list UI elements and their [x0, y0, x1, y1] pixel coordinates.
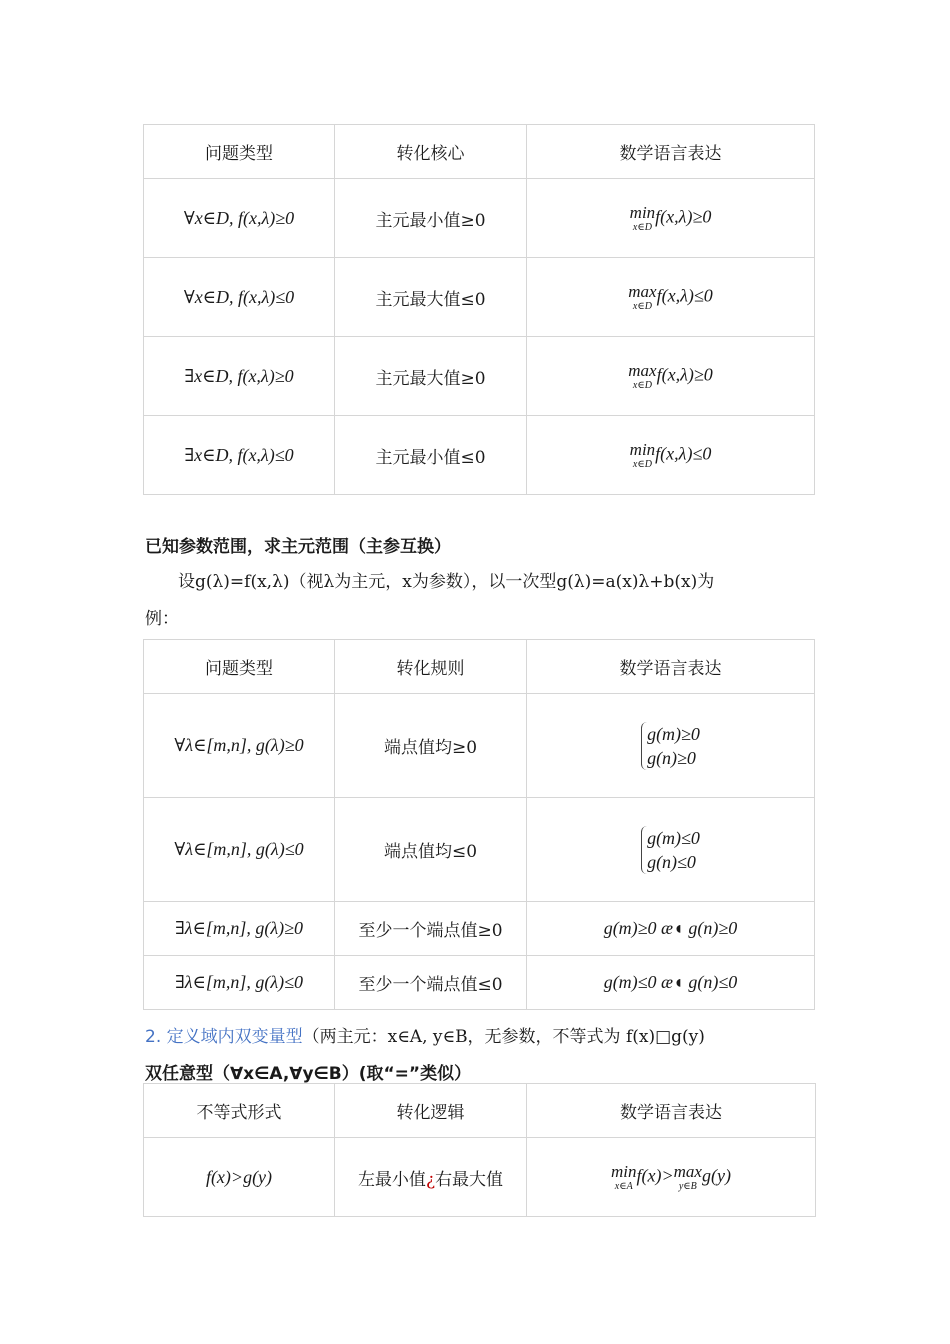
header-cell: 数学语言表达	[527, 640, 815, 694]
subheading-double-forall: 双任意型（∀x∈A,∀y∈B）(取“=”类似）	[145, 1064, 472, 1084]
expression-cell: g(m)≤0 æ◖ g(n)≤0	[527, 956, 815, 1010]
max-operator: max x∈D	[628, 360, 657, 391]
table-2	[143, 639, 815, 1010]
min-operator: min x∈A	[611, 1161, 637, 1192]
table-row	[144, 258, 815, 337]
rule-cell: 至少一个端点值≥0	[335, 902, 527, 956]
table-1	[143, 124, 815, 495]
expression-cell: g(m)≥0 æ◖ g(n)≥0	[527, 902, 815, 956]
table-row	[144, 179, 815, 258]
core-cell: 主元最大值≤0	[335, 258, 527, 337]
table-row	[144, 1138, 816, 1217]
core-cell: 主元最大值≥0	[335, 337, 527, 416]
rule-cell: 至少一个端点值≤0	[335, 956, 527, 1010]
header-cell: 转化规则	[335, 640, 527, 694]
expression-cell	[527, 179, 815, 258]
header-cell: 数学语言表达	[527, 125, 815, 179]
table-row	[144, 337, 815, 416]
section-heading-description: （两主元：x∈A, y∈B，无参数，不等式为 f(x)□g(y)	[302, 1027, 705, 1047]
expression-cell	[527, 258, 815, 337]
core-cell: 主元最小值≥0	[335, 179, 527, 258]
problem-type-cell: ∃x∈D, f(x,λ)≤0	[144, 416, 335, 495]
problem-type-cell: ∀λ∈[m,n], g(λ)≤0	[144, 798, 335, 902]
max-operator: max y∈B	[673, 1161, 702, 1192]
inequality-form-cell: f(x)>g(y)	[144, 1138, 335, 1217]
header-cell: 转化逻辑	[335, 1084, 527, 1138]
max-operator: max x∈D	[628, 281, 657, 312]
logic-left: 左最小值	[357, 1169, 426, 1190]
system-line: g(m)≤0	[647, 827, 700, 848]
expression-middle: f(x)>	[636, 1165, 674, 1186]
header-cell: 问题类型	[144, 125, 335, 179]
header-cell: 数学语言表达	[527, 1084, 816, 1138]
section-heading-main-param-swap: 已知参数范围，求主元范围（主参互换）	[145, 537, 451, 557]
problem-type-cell: ∀x∈D, f(x,λ)≥0	[144, 179, 335, 258]
logic-connector-mark: ¿	[425, 1169, 436, 1190]
table-header-row	[144, 1084, 816, 1138]
system-line: g(m)≥0	[647, 723, 700, 744]
problem-type-cell: ∀x∈D, f(x,λ)≤0	[144, 258, 335, 337]
header-cell: 转化核心	[335, 125, 527, 179]
table-row	[144, 902, 815, 956]
table-row	[144, 798, 815, 902]
system-brace	[641, 826, 700, 874]
section-number-title: 2. 定义域内双变量型	[145, 1027, 303, 1047]
rule-cell: 端点值均≥0	[335, 694, 527, 798]
system-brace	[641, 722, 700, 770]
table-3	[143, 1083, 816, 1217]
problem-type-cell: ∃λ∈[m,n], g(λ)≥0	[144, 902, 335, 956]
section-heading-two-variable	[145, 1022, 705, 1047]
expression-rest: f(x,λ)≤0	[655, 443, 712, 464]
table-row	[144, 694, 815, 798]
table-header-row	[144, 125, 815, 179]
expression-cell	[527, 694, 815, 798]
table-row	[144, 416, 815, 495]
expression-cell	[527, 798, 815, 902]
expression-cell	[527, 1138, 816, 1217]
expression-cell	[527, 337, 815, 416]
expression-rest: f(x,λ)≤0	[656, 285, 713, 306]
intro-paragraph-line-1: 设g(λ)=f(x,λ)（视λ为主元，x为参数），以一次型g(λ)=a(x)λ+b(x)为	[178, 572, 715, 592]
problem-type-cell: ∃λ∈[m,n], g(λ)≤0	[144, 956, 335, 1010]
intro-paragraph-line-2: 例：	[145, 609, 179, 629]
table-row	[144, 956, 815, 1010]
core-cell: 主元最小值≤0	[335, 416, 527, 495]
problem-type-cell: ∃x∈D, f(x,λ)≥0	[144, 337, 335, 416]
rule-cell: 端点值均≤0	[335, 798, 527, 902]
expression-rest: f(x,λ)≥0	[656, 364, 713, 385]
expression-rest: g(y)	[701, 1165, 731, 1186]
min-operator: min x∈D	[629, 439, 656, 470]
table-header-row	[144, 640, 815, 694]
logic-cell	[335, 1138, 527, 1217]
expression-rest: f(x,λ)≥0	[655, 206, 712, 227]
system-line: g(n)≤0	[647, 851, 696, 872]
header-cell: 问题类型	[144, 640, 335, 694]
expression-cell	[527, 416, 815, 495]
logic-right: 右最大值	[435, 1169, 504, 1190]
system-line: g(n)≥0	[647, 747, 696, 768]
min-operator: min x∈D	[629, 202, 656, 233]
problem-type-cell: ∀λ∈[m,n], g(λ)≥0	[144, 694, 335, 798]
header-cell: 不等式形式	[144, 1084, 335, 1138]
